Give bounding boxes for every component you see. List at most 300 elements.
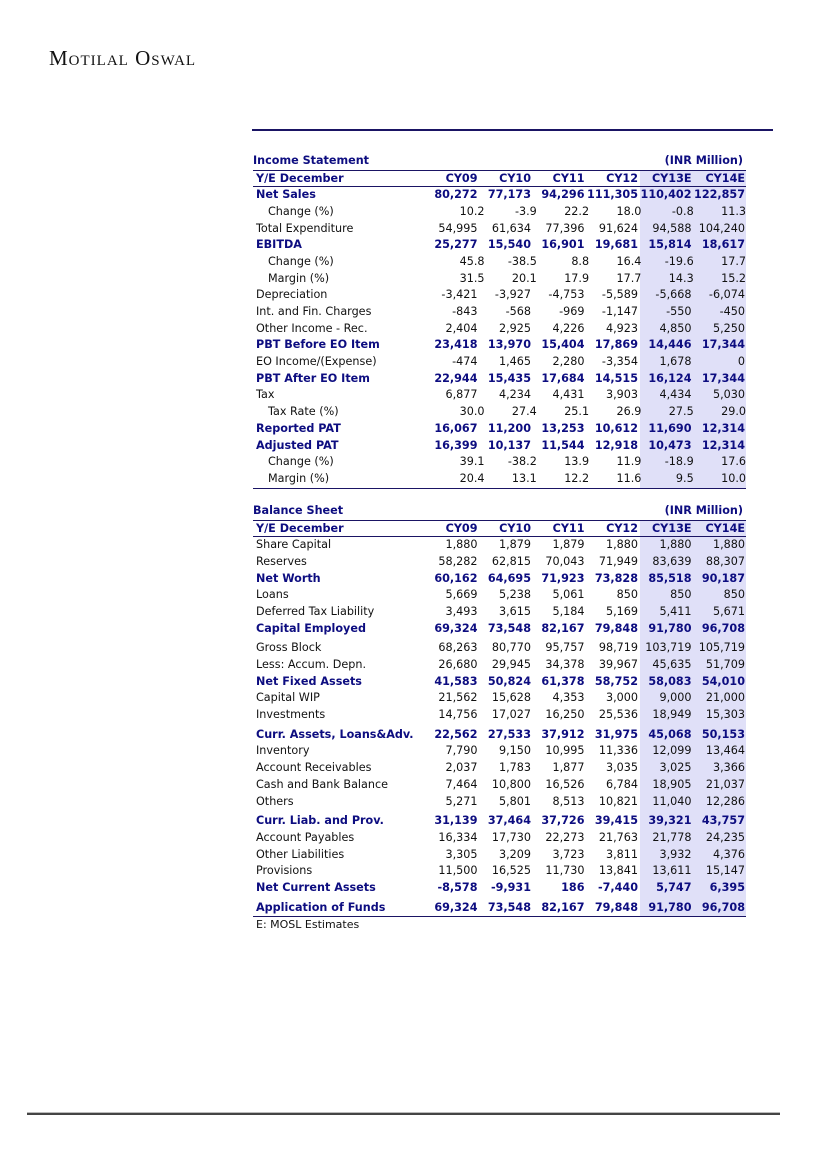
table-row [253,321,746,338]
table-row [253,221,746,238]
cell-value: 110,402 [640,188,692,202]
cell-value: 83,639 [652,554,692,568]
row-label: Provisions [256,864,313,878]
cell-value: 18,949 [652,708,692,722]
table-row [253,880,746,897]
cell-value: 94,296 [541,188,585,202]
table-row [253,707,746,724]
cell-value: -450 [719,305,745,318]
cell-value: 73,548 [487,900,531,914]
cell-value: 3,493 [445,604,478,618]
row-label: Depreciation [256,288,328,302]
row-label: Application of Funds [256,900,386,914]
cell-value: 27,533 [487,727,531,741]
cell-value: -19.6 [664,254,694,268]
row-label: Account Payables [256,830,355,844]
col-header: CY11 [552,521,585,535]
row-label: Total Expenditure [256,221,354,235]
cell-value: 9,150 [498,744,531,758]
cell-value: -38.5 [507,254,537,268]
cell-value: 10,821 [598,794,638,808]
cell-value: 1,880 [445,538,478,552]
cell-value: -550 [666,305,692,318]
cell-value: 11,040 [652,794,692,808]
cell-value: 22,562 [434,727,478,741]
cell-value: 20.1 [511,271,537,285]
cell-value: 43,757 [701,814,745,828]
cell-value: 80,770 [491,641,531,655]
cell-value: 5,238 [498,588,531,602]
col-header: CY10 [499,171,531,185]
cell-value: 11,336 [598,744,638,758]
cell-value: 17,869 [594,338,638,352]
col-header: CY09 [445,171,478,185]
table-row [253,371,746,388]
cell-value: 3,035 [605,761,638,775]
cell-value: 16.4 [616,254,642,268]
cell-value: 15,628 [491,691,531,705]
cell-value: 17,344 [701,338,745,352]
cell-value: 850 [670,588,692,602]
table-row [253,404,746,421]
cell-value: 29.0 [721,405,746,419]
row-label: Change (%) [268,455,334,469]
cell-value: 91,780 [648,621,692,635]
table-row [253,604,746,621]
cell-value: 12,314 [701,438,745,452]
cell-value: 39.1 [459,455,485,469]
cell-value: 30.0 [459,405,485,419]
table-row [253,537,746,554]
cell-value: -4,753 [548,288,585,302]
cell-value: 16,525 [491,864,531,878]
table-row [253,794,746,811]
cell-value: 2,037 [445,761,478,775]
cell-value: 9,000 [659,691,692,705]
cell-value: 11.3 [721,204,746,218]
cell-value: 10,612 [594,421,638,435]
cell-value: 50,824 [487,674,531,688]
cell-value: 1,880 [712,538,745,552]
cell-value: 4,431 [552,388,585,402]
row-label: Margin (%) [268,471,330,485]
cell-value: 11.9 [616,455,642,469]
row-label: EO Income/(Expense) [256,355,377,369]
cell-value: 64,695 [487,571,531,585]
row-label: Less: Accum. Depn. [256,658,367,671]
cell-value: 2,925 [498,321,531,335]
cell-value: 21,562 [438,691,478,705]
row-label: Cash and Bank Balance [256,777,389,791]
col-header: CY09 [445,521,478,535]
cell-value: 105,719 [698,641,745,655]
cell-value: 4,226 [552,321,585,335]
table-row [253,743,746,760]
cell-value: 22,944 [434,371,478,385]
cell-value: -474 [452,355,478,369]
cell-value: 103,719 [645,641,692,655]
cell-value: 58,752 [594,674,638,688]
cell-value: 61,378 [541,674,585,688]
cell-value: 1,465 [498,355,531,369]
row-label: Curr. Liab. and Prov. [256,814,384,828]
cell-value: 26.9 [616,405,642,419]
table-row [253,587,746,604]
cell-value: 5,669 [445,588,478,602]
cell-value: 45.8 [459,254,485,268]
cell-value: -0.8 [671,204,694,218]
cell-value: 6,877 [445,388,478,402]
cell-value: 21,763 [598,830,638,844]
cell-value: 29,945 [491,658,531,671]
cell-value: 5,169 [605,604,638,618]
brand-logo: Motilal Oswal [49,46,197,70]
cell-value: 18,905 [652,777,692,791]
cell-value: 58,083 [648,674,692,688]
cell-value: -3,927 [494,288,531,302]
cell-value: 122,857 [694,188,745,202]
cell-value: 3,305 [445,847,478,861]
cell-value: 11,500 [438,864,478,878]
row-label: Change (%) [268,204,334,218]
row-label: Int. and Fin. Charges [256,305,372,318]
unit-label: (INR Million) [664,504,743,517]
cell-value: 39,321 [648,814,692,828]
cell-value: 12.2 [564,471,590,485]
cell-value: 79,848 [594,900,638,914]
cell-value: 1,783 [498,761,531,775]
cell-value: 5,030 [712,388,745,402]
table-row [253,287,746,304]
cell-value: 7,790 [445,744,478,758]
cell-value: -18.9 [664,455,694,469]
cell-value: 25,277 [434,238,478,252]
cell-value: 50,153 [701,727,745,741]
cell-value: 31,139 [434,814,478,828]
cell-value: 850 [723,588,745,602]
row-label: Net Sales [256,188,316,202]
cell-value: -3,421 [441,288,478,302]
cell-value: 13.9 [564,455,590,469]
cell-value: 15,147 [705,864,745,878]
cell-value: 850 [616,588,638,602]
cell-value: -3,354 [601,355,638,369]
cell-value: 8.8 [571,254,590,268]
row-label: Capital Employed [256,621,366,635]
table-row [253,863,746,880]
row-label: PBT After EO Item [256,371,370,385]
table-row [253,421,746,438]
table-row [253,454,746,471]
row-label: Other Liabilities [256,847,345,861]
table-row [253,354,746,371]
cell-value: 11.6 [616,471,642,485]
cell-value: 2,404 [445,321,478,335]
cell-value: 9.5 [675,471,694,485]
table-row [253,571,746,588]
cell-value: 17.9 [564,271,590,285]
cell-value: 17.6 [721,455,746,469]
table-row [253,337,746,354]
row-label: Margin (%) [268,271,330,285]
cell-value: 17,344 [701,371,745,385]
cell-value: 2,280 [552,355,585,369]
cell-value: 5,747 [656,880,692,894]
cell-value: 0 [737,355,745,369]
cell-value: 14,756 [438,708,478,722]
cell-value: 15,540 [487,238,531,252]
cell-value: 186 [561,880,585,894]
cell-value: 27.4 [511,405,537,419]
cell-value: 10,995 [545,744,585,758]
cell-value: 39,415 [594,814,638,828]
cell-value: -5,668 [655,288,692,302]
footer-rule [27,1112,780,1115]
table-row [253,657,746,674]
cell-value: -5,589 [601,288,638,302]
cell-value: 12,314 [701,421,745,435]
cell-value: 7,464 [445,777,478,791]
cell-value: 69,324 [434,621,478,635]
row-label: Gross Block [256,641,322,655]
row-label: Capital WIP [256,691,320,705]
col-header: CY12 [606,171,638,185]
table-title: Income Statement [253,154,370,167]
cell-value: 85,518 [648,571,692,585]
cell-value: 16,334 [438,830,478,844]
cell-value: 13,970 [487,338,531,352]
cell-value: 61,634 [491,221,531,235]
cell-value: 12,286 [705,794,745,808]
table-row [253,690,746,707]
cell-value: 21,000 [705,691,745,705]
cell-value: 4,434 [659,388,692,402]
row-label: Deferred Tax Liability [256,604,375,618]
cell-value: -568 [505,305,531,318]
cell-value: 15.2 [721,271,746,285]
cell-value: 16,067 [434,421,478,435]
cell-value: 94,588 [652,221,692,235]
cell-value: -843 [452,305,478,318]
cell-value: -1,147 [601,305,638,318]
cell-value: 95,757 [545,641,585,655]
row-label: Net Fixed Assets [256,674,362,688]
cell-value: 37,464 [487,814,531,828]
table-title: Balance Sheet [253,504,344,517]
cell-value: 73,828 [594,571,638,585]
cell-value: 41,583 [434,674,478,688]
cell-value: 15,435 [487,371,531,385]
row-label: Others [256,794,294,808]
cell-value: 31,975 [594,727,638,741]
cell-value: 4,850 [659,321,692,335]
balance-sheet-table [253,503,746,932]
table-row [253,271,746,288]
table-row [253,304,746,321]
cell-value: 37,726 [541,814,585,828]
cell-value: 98,719 [598,641,638,655]
cell-value: 5,411 [659,604,692,618]
cell-value: 3,932 [659,847,692,861]
row-label: Tax [256,388,275,402]
cell-value: 70,043 [545,554,585,568]
row-label: Other Income - Rec. [256,321,368,335]
cell-value: -6,074 [708,288,745,302]
cell-value: 1,877 [552,761,585,775]
cell-value: 3,903 [605,388,638,402]
cell-value: 15,404 [541,338,585,352]
col-header: CY14E [705,521,745,535]
cell-value: 69,324 [434,900,478,914]
row-label: Account Receivables [256,761,372,775]
cell-value: 13,253 [541,421,585,435]
cell-value: 5,801 [498,794,531,808]
cell-value: 3,000 [605,691,638,705]
cell-value: 51,709 [705,658,745,671]
cell-value: -38.2 [507,455,537,469]
cell-value: 16,250 [545,708,585,722]
cell-value: 4,923 [605,321,638,335]
cell-value: 54,995 [438,221,478,235]
table-row [253,237,746,254]
cell-value: 3,209 [498,847,531,861]
cell-value: 13,611 [652,864,692,878]
cell-value: 13,464 [705,744,745,758]
header-label: Y/E December [256,521,344,535]
cell-value: 26,680 [438,658,478,671]
cell-value: 1,879 [552,538,585,552]
row-label: Share Capital [256,538,332,552]
row-label: Tax Rate (%) [268,405,339,419]
header-row [253,170,746,188]
footnote: E: MOSL Estimates [256,918,360,932]
cell-value: 6,395 [709,880,745,894]
cell-value: 10.0 [721,471,746,485]
cell-value: 45,635 [652,658,692,671]
row-label: Loans [256,588,289,602]
cell-value: 16,526 [545,777,585,791]
cell-value: 3,366 [712,761,745,775]
cell-value: 1,879 [498,538,531,552]
cell-value: 37,912 [541,727,585,741]
cell-value: 11,200 [487,421,531,435]
cell-value: 15,303 [705,708,745,722]
cell-value: 14,515 [594,371,638,385]
cell-value: 25.1 [564,405,590,419]
col-header: CY13E [651,171,692,185]
cell-value: 1,880 [605,538,638,552]
table-row [253,640,746,657]
cell-value: 22,273 [545,830,585,844]
cell-value: 1,880 [659,538,692,552]
cell-value: 96,708 [701,900,745,914]
cell-value: 13.1 [511,471,537,485]
cell-value: 11,690 [648,421,692,435]
cell-value: 91,624 [598,221,638,235]
cell-value: -3.9 [514,204,537,218]
cell-value: 19,681 [594,238,638,252]
col-header: CY13E [651,521,692,535]
row-label: Curr. Assets, Loans&Adv. [256,727,414,741]
cell-value: 27.5 [668,405,694,419]
cell-value: 17.7 [616,271,642,285]
cell-value: 90,187 [701,571,745,585]
row-label: Net Current Assets [256,880,376,894]
cell-value: 10,800 [491,777,531,791]
row-label: EBITDA [256,238,302,252]
cell-value: 77,173 [487,188,531,202]
cell-value: 111,305 [587,188,638,202]
cell-value: 12,918 [594,438,638,452]
cell-value: 14,446 [648,338,692,352]
table-row [253,777,746,794]
cell-value: 91,780 [648,900,692,914]
table-row [253,387,746,404]
cell-value: 60,162 [434,571,478,585]
table-row [253,254,746,271]
cell-value: 5,184 [552,604,585,618]
cell-value: 5,271 [445,794,478,808]
cell-value: -969 [559,305,585,318]
table-title-row [253,153,746,170]
cell-value: 54,010 [701,674,745,688]
table-row [253,727,746,744]
cell-value: 96,708 [701,621,745,635]
income-statement-table [253,153,746,489]
cell-value: 82,167 [541,900,585,914]
table-row [253,187,746,204]
cell-value: 20.4 [459,471,485,485]
cell-value: 17,730 [491,830,531,844]
cell-value: 4,376 [712,847,745,861]
cell-value: 80,272 [434,188,478,202]
cell-value: 10,137 [487,438,531,452]
cell-value: 16,399 [434,438,478,452]
table-row [253,900,746,918]
cell-value: 71,949 [598,554,638,568]
cell-value: 5,671 [712,604,745,618]
cell-value: 23,418 [434,338,478,352]
cell-value: -9,931 [490,880,531,894]
row-label: PBT Before EO Item [256,338,380,352]
cell-value: 3,723 [552,847,585,861]
cell-value: 62,815 [491,554,531,568]
cell-value: 18,617 [701,238,745,252]
cell-value: 34,378 [545,658,585,671]
cell-value: 68,263 [438,641,478,655]
row-label: Reserves [256,554,307,568]
cell-value: 4,234 [498,388,531,402]
cell-value: 17,684 [541,371,585,385]
cell-value: 25,536 [598,708,638,722]
cell-value: -7,440 [597,880,638,894]
col-header: CY11 [552,171,585,185]
col-header: CY14E [705,171,745,185]
cell-value: 22.2 [564,204,590,218]
cell-value: 3,811 [605,847,638,861]
cell-value: 16,901 [541,238,585,252]
cell-value: 39,967 [598,658,638,671]
row-label: Adjusted PAT [256,438,339,452]
cell-value: 73,548 [487,621,531,635]
cell-value: 21,778 [652,830,692,844]
cell-value: -8,578 [437,880,478,894]
cell-value: 11,730 [545,864,585,878]
top-rule [252,129,773,131]
table-row [253,847,746,864]
cell-value: 104,240 [698,221,745,235]
cell-value: 17,027 [491,708,531,722]
